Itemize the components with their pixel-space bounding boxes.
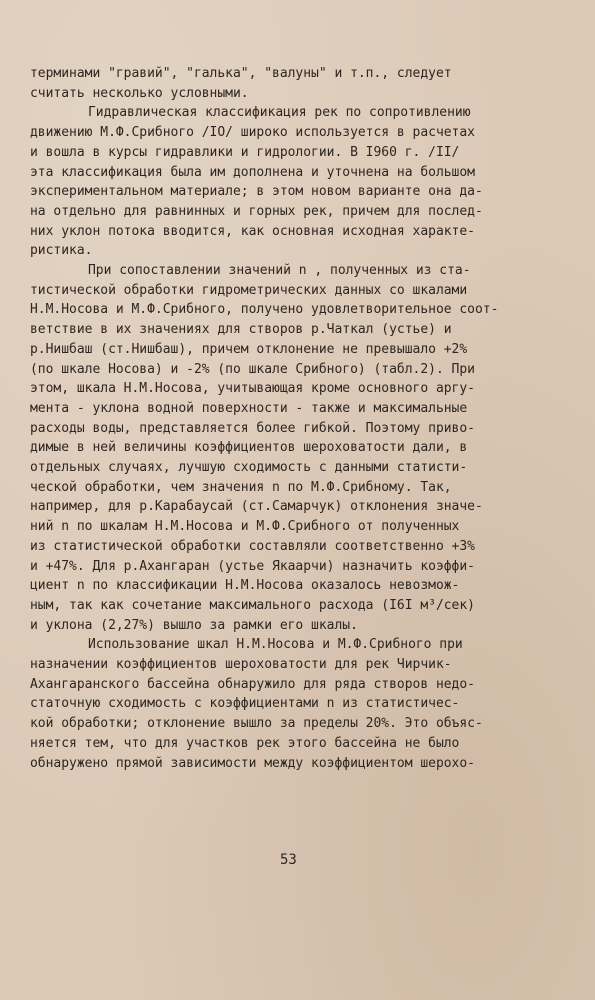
- text-line: кой обработки; отклонение вышло за пределы 20%. Это объяс-: [30, 716, 483, 732]
- text-line: ветствие в их значениях для створов р.Чаткал (устье) и: [30, 322, 452, 338]
- text-line: Ахангаранского бассейна обнаружило для ряда створов недо-: [30, 676, 475, 692]
- text-line: При сопоставлении значений n , полученных из ста-: [88, 263, 471, 278]
- text-line: тистической обработки гидрометрических данных со шкалами: [30, 282, 468, 298]
- text-line: на отдельно для равнинных и горных рек, причем для послед-: [30, 203, 483, 219]
- text-line: отдельных случаях, лучшую сходимость с данными статисти-: [30, 460, 468, 475]
- text-line: назначении коэффициентов шероховатости для рек Чирчик-: [30, 657, 452, 672]
- text-line: ний n по шкалам Н.М.Носова и М.Ф.Срибного от полученных: [30, 519, 460, 535]
- text-line: и +47%. Для р.Ахангаран (устье Якаарчи) назначить коэффи-: [30, 558, 475, 574]
- text-line: из статистической обработки составляли соответственно +3%: [30, 538, 475, 554]
- text-line: ным, так как сочетание максимального расхода (I6I м³/сек): [30, 597, 475, 613]
- text-line: статочную сходимость с коэффициентами n из статистичес-: [30, 696, 460, 712]
- text-line: (по шкале Носова) и -2% (по шкале Срибного) (табл.2). При: [30, 361, 475, 377]
- text-line: них уклон потока вводится, как основная исходная характе-: [30, 223, 475, 239]
- text-line: расходы воды, представляется более гибкой. Поэтому приво-: [30, 420, 475, 436]
- text-line: Гидравлическая классификация рек по сопротивлению: [88, 105, 471, 121]
- text-line: обнаружено прямой зависимости между коэффициентом шерохо-: [30, 755, 475, 771]
- text-line: экспериментальном материале; в этом новом варианте она да-: [30, 184, 483, 200]
- text-line: димые в ней величины коэффициентов шероховатости дали, в: [30, 440, 468, 456]
- text-line: этом, шкала Н.М.Носова, учитывающая кроме основного аргу-: [30, 381, 475, 397]
- text-line: Использование шкал Н.М.Носова и М.Ф.Срибного при: [88, 637, 463, 653]
- text-line: няется тем, что для участков рек этого бассейна не было: [30, 735, 460, 751]
- page-number: 53: [280, 852, 297, 868]
- text-line: мента - уклона водной поверхности - также и максимальные: [30, 400, 468, 416]
- text-line: и уклона (2,27%) вышло за рамки его шкалы.: [30, 617, 358, 633]
- text-line: например, для р.Карабаусай (ст.Самарчук) отклонения значе-: [30, 499, 483, 515]
- text-line: эта классификация была им дополнена и уточнена на большом: [30, 164, 475, 180]
- text-line: считать несколько условными.: [30, 85, 249, 101]
- text-line: терминами "гравий", "галька", "валуны" и т.п., следует: [30, 66, 452, 81]
- text-line: Н.М.Носова и М.Ф.Срибного, получено удовлетворительное соот-: [30, 302, 499, 318]
- text-line: р.Нишбаш (ст.Нишбаш), причем отклонение не превышало +2%: [30, 341, 468, 357]
- text-line: ристика.: [30, 243, 93, 259]
- text-line: движению М.Ф.Срибного /IO/ широко используется в расчетах: [30, 125, 475, 141]
- text-line: ческой обработки, чем значения n по М.Ф.Срибному. Так,: [30, 479, 452, 495]
- text-line: и вошла в курсы гидравлики и гидрологии. В I960 г. /II/: [30, 144, 460, 160]
- text-line: циент n по классификации Н.М.Носова оказалось невозмож-: [30, 578, 460, 594]
